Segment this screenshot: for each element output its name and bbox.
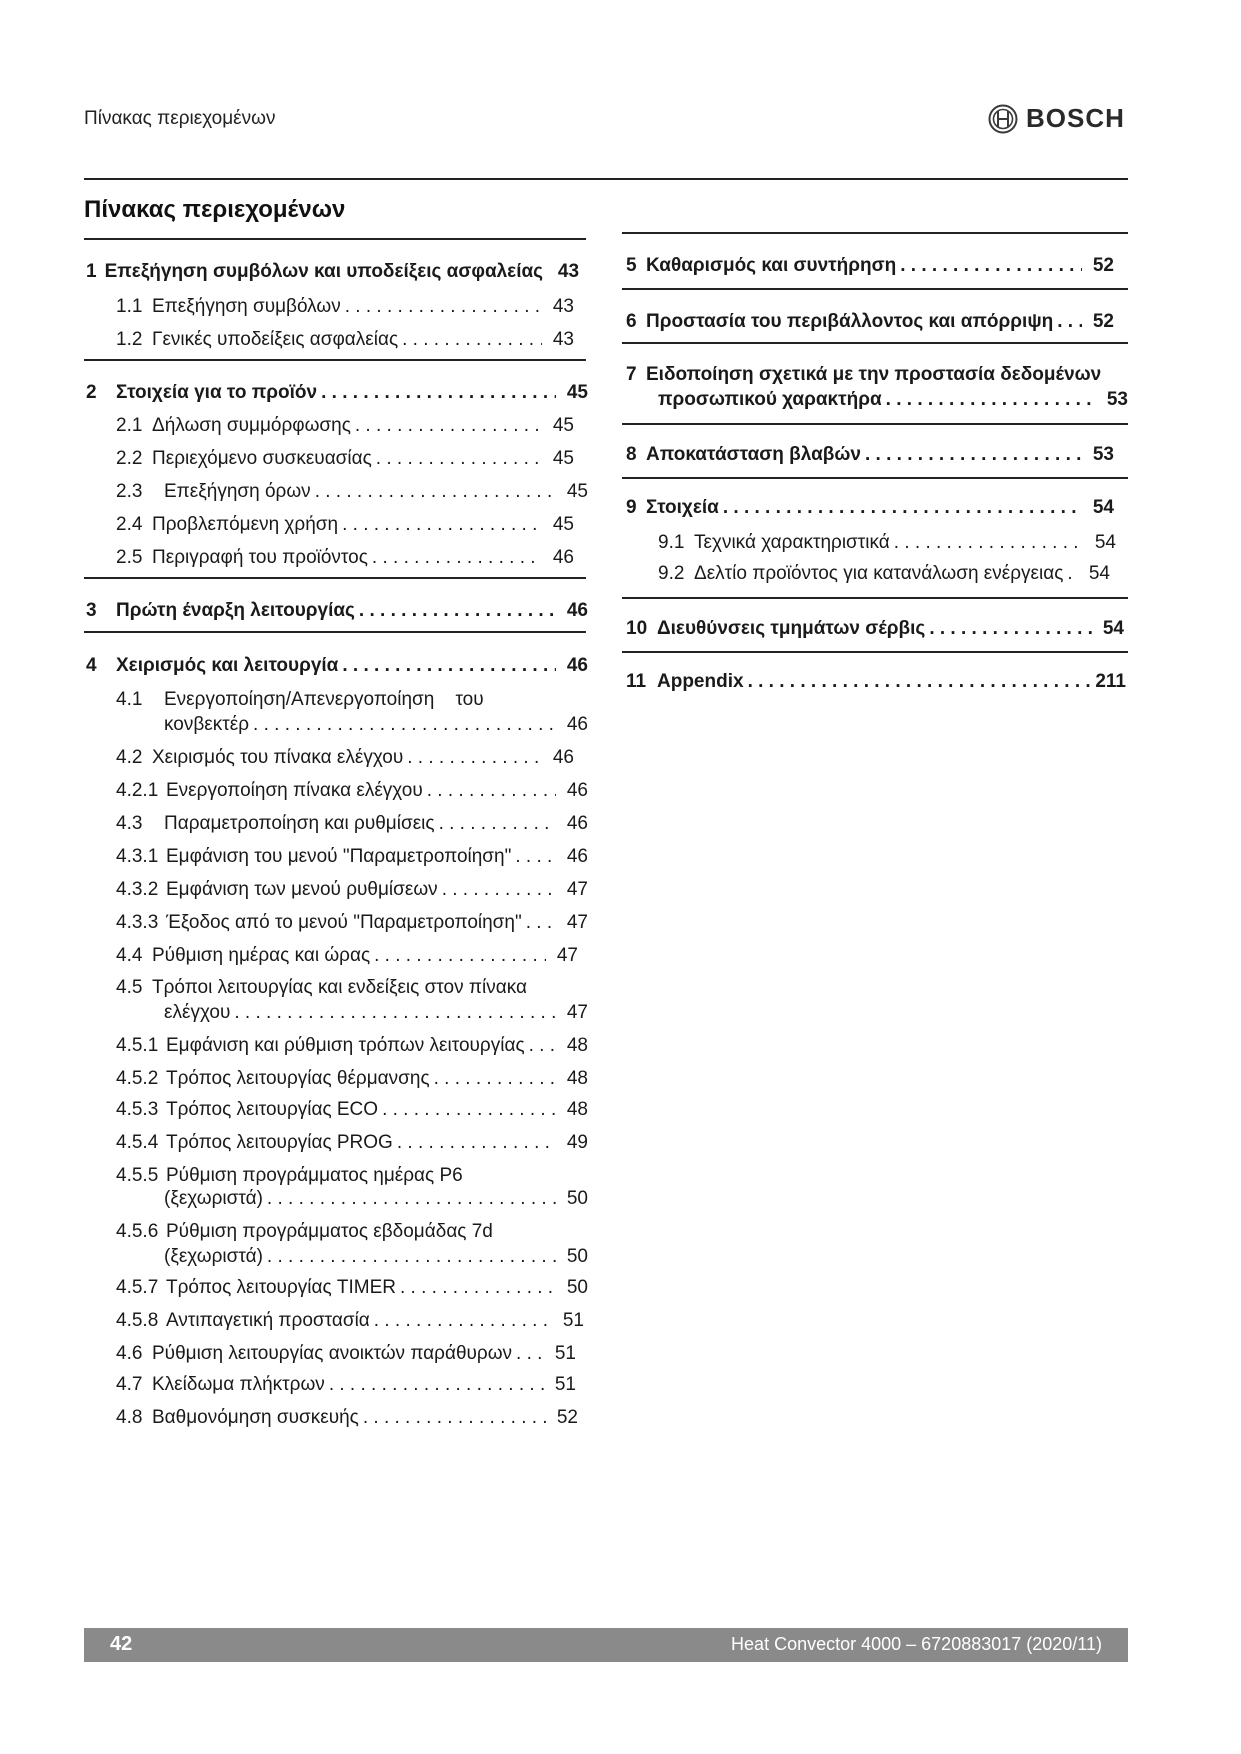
leader-dots	[267, 1245, 556, 1269]
toc-entry-4-6[interactable]	[116, 1342, 576, 1366]
toc-entry-1-1[interactable]	[116, 295, 574, 319]
toc-entry-4-5-3[interactable]	[116, 1098, 588, 1122]
entry-label: Πρώτη έναρξη λειτουργίας	[116, 600, 355, 621]
leader-dots	[526, 911, 556, 935]
toc-entry-4-5-5-line1[interactable]	[116, 1164, 463, 1188]
entry-number: 4.5.7	[116, 1277, 159, 1298]
page-number: 42	[110, 1633, 133, 1655]
entry-page: 54	[1088, 563, 1110, 584]
leader-dots	[900, 254, 1082, 278]
entry-label: Ρύθμιση προγράμματος εβδομάδας 7d	[166, 1221, 493, 1242]
entry-number: 6	[626, 311, 637, 332]
entry-number: 2.2	[116, 448, 143, 469]
leader-dots	[929, 617, 1092, 641]
entry-label: Ενεργοποίηση πίνακα ελέγχου	[166, 780, 423, 801]
page-title: Πίνακας περιεχομένων	[84, 196, 346, 223]
entry-page: 48	[566, 1099, 588, 1120]
entry-number: 2.5	[116, 547, 143, 568]
entry-number: 4.3.1	[116, 846, 159, 867]
entry-number: 1	[86, 261, 97, 282]
entry-number: 5	[626, 255, 637, 276]
running-header-title: Πίνακας περιεχομένων	[84, 108, 276, 129]
entry-label: Αποκατάσταση βλαβών	[646, 444, 861, 465]
entry-number: 4.3.2	[116, 879, 159, 900]
toc-entry-7-line1[interactable]	[626, 363, 1101, 387]
leader-dots	[894, 531, 1084, 555]
leader-dots	[1067, 562, 1078, 586]
toc-entry-4-3-3[interactable]	[116, 911, 588, 935]
leader-dots	[374, 944, 546, 968]
leader-dots	[376, 447, 542, 471]
entry-label: Ειδοποίηση σχετικά με την προστασία δεδομένων	[646, 364, 1102, 385]
brand	[988, 103, 1125, 134]
entry-number: 4.5.1	[116, 1035, 159, 1056]
entry-page: 47	[566, 912, 588, 933]
toc-entry-5[interactable]	[626, 254, 1114, 278]
toc-entry-7-line2[interactable]	[658, 388, 1128, 412]
toc-entry-4-1-line2[interactable]	[164, 713, 588, 737]
entry-label: Κλείδωμα πλήκτρων	[152, 1374, 325, 1395]
toc-entry-4-5-4[interactable]	[116, 1131, 588, 1155]
entry-number: 4.3	[116, 813, 143, 834]
entry-label: Προστασία του περιβάλλοντος και απόρριψη	[646, 311, 1054, 332]
entry-label: Προβλεπόμενη χρήση	[152, 514, 339, 535]
brand-name: BOSCH	[1026, 103, 1125, 133]
leader-dots	[427, 779, 556, 803]
entry-page: 46	[566, 600, 588, 621]
divider	[84, 359, 586, 361]
header-rule	[84, 178, 1128, 180]
entry-label: Περιγραφή του προϊόντος	[152, 547, 368, 568]
entry-page: 54	[1092, 497, 1114, 518]
entry-page: 51	[562, 1310, 584, 1331]
leader-dots	[321, 381, 556, 405]
toc-entry-10[interactable]	[626, 617, 1124, 641]
toc-entry-1[interactable]	[86, 260, 580, 284]
entry-label: Τρόποι λειτουργίας και ενδείξεις στον πίνακα	[152, 977, 527, 998]
divider	[622, 423, 1128, 425]
entry-label-continued: (ξεχωριστά)	[164, 1188, 263, 1209]
entry-label: Ενεργοποίηση/Απενεργοποίηση του	[164, 689, 484, 710]
entry-page: 53	[1092, 444, 1114, 465]
entry-label: Καθαρισμός και συντήρηση	[646, 255, 897, 276]
toc-entry-8[interactable]	[626, 443, 1114, 467]
entry-page: 43	[552, 296, 574, 317]
entry-page: 45	[552, 514, 574, 535]
entry-page: 48	[566, 1035, 588, 1056]
entry-page: 48	[566, 1068, 588, 1089]
toc-entry-6[interactable]	[626, 310, 1114, 334]
toc-entry-2[interactable]	[86, 381, 588, 405]
entry-label: Τρόπος λειτουργίας TIMER	[166, 1277, 396, 1298]
entry-label: Ρύθμιση προγράμματος ημέρας P6	[166, 1165, 463, 1186]
entry-number: 9	[626, 497, 637, 518]
leader-dots	[439, 812, 556, 836]
entry-label: Περιεχόμενο συσκευασίας	[152, 448, 372, 469]
entry-page: 53	[1106, 389, 1128, 410]
divider	[622, 232, 1128, 234]
entry-page: 45	[552, 448, 574, 469]
toc-entry-4-5-line2[interactable]	[164, 1001, 588, 1025]
entry-label: Appendix	[657, 671, 744, 692]
entry-number: 4.5.4	[116, 1132, 159, 1153]
toc-entry-4-5-8[interactable]	[116, 1309, 584, 1333]
entry-label: Στοιχεία	[646, 497, 719, 518]
divider	[622, 477, 1128, 479]
entry-number: 8	[626, 444, 637, 465]
entry-page: 50	[566, 1277, 588, 1298]
entry-number: 9.2	[658, 563, 685, 584]
divider	[84, 238, 586, 240]
toc-entry-4-5-6-line2[interactable]	[164, 1245, 588, 1269]
entry-page: 43	[557, 261, 580, 282]
entry-label: Επεξήγηση συμβόλων και υποδείξεις ασφαλείας	[104, 261, 544, 282]
entry-number: 1.1	[116, 296, 143, 317]
entry-label: Δελτίο προϊόντος για κατανάλωση ενέργειας	[694, 563, 1064, 584]
entry-label: Στοιχεία για το προϊόν	[116, 382, 318, 403]
leader-dots	[359, 599, 556, 623]
leader-dots	[382, 1098, 556, 1122]
entry-number: 4.5.2	[116, 1068, 159, 1089]
entry-page: 54	[1102, 618, 1124, 639]
entry-page: 46	[566, 813, 588, 834]
entry-page: 52	[1092, 311, 1114, 332]
entry-label: Τρόπος λειτουργίας ECO	[166, 1099, 379, 1120]
entry-label-continued: (ξεχωριστά)	[164, 1246, 263, 1267]
toc-entry-4-5-5-line2[interactable]	[164, 1187, 588, 1211]
entry-label: Έξοδος από το μενού "Παραμετροποίηση"	[166, 912, 522, 933]
entry-number: 4.7	[116, 1374, 143, 1395]
leader-dots	[329, 1373, 544, 1397]
entry-page: 46	[552, 747, 574, 768]
divider	[622, 342, 1128, 344]
entry-page: 45	[566, 382, 588, 403]
entry-label-continued: ελέγχου	[164, 1002, 231, 1023]
entry-page: 50	[566, 1246, 588, 1267]
bosch-logo-icon	[988, 104, 1018, 134]
leader-dots	[342, 654, 556, 678]
entry-page: 52	[1092, 255, 1114, 276]
divider	[84, 631, 586, 633]
footer-bar	[84, 1628, 1128, 1662]
entry-label: Επεξήγηση όρων	[164, 481, 311, 502]
entry-number: 9.1	[658, 532, 685, 553]
toc-entry-1-2[interactable]	[116, 328, 574, 352]
toc-entry-4-1-line1[interactable]	[116, 688, 484, 712]
entry-label: Παραμετροποίηση και ρυθμίσεις	[164, 813, 435, 834]
entry-page: 47	[566, 1002, 588, 1023]
document-reference: Heat Convector 4000 – 6720883017 (2020/11)	[731, 1634, 1102, 1654]
entry-label-continued: κονβεκτέρ	[164, 714, 250, 735]
toc-entry-4-5-1[interactable]	[116, 1034, 588, 1058]
entry-number: 4.6	[116, 1343, 143, 1364]
entry-page: 47	[566, 879, 588, 900]
entry-number: 4.5.3	[116, 1099, 159, 1120]
leader-dots	[315, 480, 556, 504]
leader-dots	[253, 713, 556, 737]
entry-number: 10	[626, 618, 648, 639]
divider	[622, 651, 1128, 653]
toc-entry-11[interactable]	[626, 670, 1126, 694]
entry-label: Βαθμονόμηση συσκευής	[152, 1407, 359, 1428]
entry-label: Ρύθμιση λειτουργίας ανοικτών παράθυρων	[152, 1343, 513, 1364]
toc-entry-4-5-2[interactable]	[116, 1067, 588, 1091]
divider	[622, 288, 1128, 290]
entry-page: 50	[566, 1188, 588, 1209]
entry-number: 3	[86, 600, 97, 621]
entry-label: Δήλωση συμμόρφωσης	[152, 415, 351, 436]
entry-number: 4.1	[116, 689, 143, 710]
entry-page: 45	[566, 481, 588, 502]
leader-dots	[516, 1342, 544, 1366]
leader-dots	[1057, 310, 1082, 334]
entry-number: 1.2	[116, 329, 143, 350]
toc-entry-2-4[interactable]	[116, 513, 574, 537]
entry-page: 45	[552, 415, 574, 436]
entry-number: 4.5	[116, 977, 143, 998]
entry-label: Εμφάνιση των μενού ρυθμίσεων	[166, 879, 438, 900]
leader-dots	[342, 513, 542, 537]
leader-dots	[723, 496, 1082, 520]
entry-number: 4.8	[116, 1407, 143, 1428]
toc-entry-2-3[interactable]	[116, 480, 588, 504]
toc-entry-4-5-6-line1[interactable]	[116, 1220, 493, 1244]
leader-dots	[529, 1034, 556, 1058]
leader-dots	[442, 878, 556, 902]
entry-page: 211	[1095, 671, 1126, 692]
entry-label: Γενικές υποδείξεις ασφαλείας	[152, 329, 399, 350]
entry-label-continued: προσωπικού χαρακτήρα	[658, 389, 882, 410]
leader-dots	[402, 328, 542, 352]
entry-page: 46	[566, 655, 588, 676]
entry-page: 46	[566, 846, 588, 867]
toc-entry-4-2[interactable]	[116, 746, 574, 770]
entry-number: 4.5.6	[116, 1221, 159, 1242]
entry-number: 4.2.1	[116, 780, 159, 801]
entry-label: Χειρισμός και λειτουργία	[116, 655, 339, 676]
divider	[622, 597, 1128, 599]
entry-number: 2.1	[116, 415, 143, 436]
leader-dots	[345, 295, 542, 319]
toc-entry-9-2[interactable]	[658, 562, 1110, 586]
toc-entry-4-2-1[interactable]	[116, 779, 588, 803]
toc-entry-4-4[interactable]	[116, 944, 578, 968]
entry-label: Επεξήγηση συμβόλων	[152, 296, 341, 317]
entry-label: Διευθύνσεις τμημάτων σέρβις	[657, 618, 926, 639]
entry-label: Ρύθμιση ημέρας και ώρας	[152, 945, 371, 966]
toc-entry-4-7[interactable]	[116, 1373, 576, 1397]
entry-page: 46	[566, 780, 588, 801]
leader-dots	[397, 1131, 556, 1155]
leader-dots	[267, 1187, 556, 1211]
entry-label: Τεχνικά χαρακτηριστικά	[694, 532, 890, 553]
leader-dots	[748, 670, 1092, 694]
toc-entry-4-3[interactable]	[116, 812, 588, 836]
leader-dots	[400, 1276, 556, 1300]
leader-dots	[407, 746, 542, 770]
toc-entry-4[interactable]	[86, 654, 588, 678]
entry-label: Αντιπαγετική προστασία	[166, 1310, 370, 1331]
leader-dots	[865, 443, 1082, 467]
leader-dots	[515, 845, 556, 869]
entry-number: 2.3	[116, 481, 143, 502]
leader-dots	[355, 414, 542, 438]
entry-label: Εμφάνιση του μενού "Παραμετροποίηση"	[166, 846, 512, 867]
entry-number: 4	[86, 655, 97, 676]
entry-number: 4.2	[116, 747, 143, 768]
leader-dots	[434, 1067, 556, 1091]
entry-page: 49	[566, 1132, 588, 1153]
leader-dots	[363, 1406, 546, 1430]
divider	[84, 577, 586, 579]
entry-page: 47	[556, 945, 578, 966]
entry-label: Τρόπος λειτουργίας θέρμανσης	[166, 1068, 430, 1089]
toc-entry-4-8[interactable]	[116, 1406, 578, 1430]
entry-number: 4.5.5	[116, 1165, 159, 1186]
entry-label: Εμφάνιση και ρύθμιση τρόπων λειτουργίας	[166, 1035, 525, 1056]
entry-page: 46	[552, 547, 574, 568]
entry-number: 4.5.8	[116, 1310, 159, 1331]
toc-entry-4-3-1[interactable]	[116, 845, 588, 869]
entry-page: 43	[552, 329, 574, 350]
entry-number: 2	[86, 382, 97, 403]
entry-label: Τρόπος λειτουργίας PROG	[166, 1132, 393, 1153]
entry-page: 46	[566, 714, 588, 735]
entry-number: 4.3.3	[116, 912, 159, 933]
toc-entry-2-2[interactable]	[116, 447, 574, 471]
entry-page: 51	[554, 1374, 576, 1395]
entry-page: 54	[1094, 532, 1116, 553]
toc-entry-9[interactable]	[626, 496, 1114, 520]
toc-entry-9-1[interactable]	[658, 531, 1116, 555]
toc-entry-2-5[interactable]	[116, 546, 574, 570]
entry-page: 52	[556, 1407, 578, 1428]
entry-number: 4.4	[116, 945, 143, 966]
toc-entry-4-5-line1[interactable]	[116, 976, 527, 1000]
entry-label: Χειρισμός του πίνακα ελέγχου	[152, 747, 404, 768]
toc-entry-3[interactable]	[86, 599, 588, 623]
toc-entry-4-5-7[interactable]	[116, 1276, 588, 1300]
toc-entry-2-1[interactable]	[116, 414, 574, 438]
entry-number: 11	[626, 671, 647, 692]
entry-page: 51	[554, 1343, 576, 1364]
entry-number: 7	[626, 364, 637, 385]
toc-entry-4-3-2[interactable]	[116, 878, 588, 902]
leader-dots	[886, 388, 1096, 412]
entry-number: 2.4	[116, 514, 143, 535]
leader-dots	[374, 1309, 552, 1333]
leader-dots	[372, 546, 542, 570]
leader-dots	[234, 1001, 556, 1025]
